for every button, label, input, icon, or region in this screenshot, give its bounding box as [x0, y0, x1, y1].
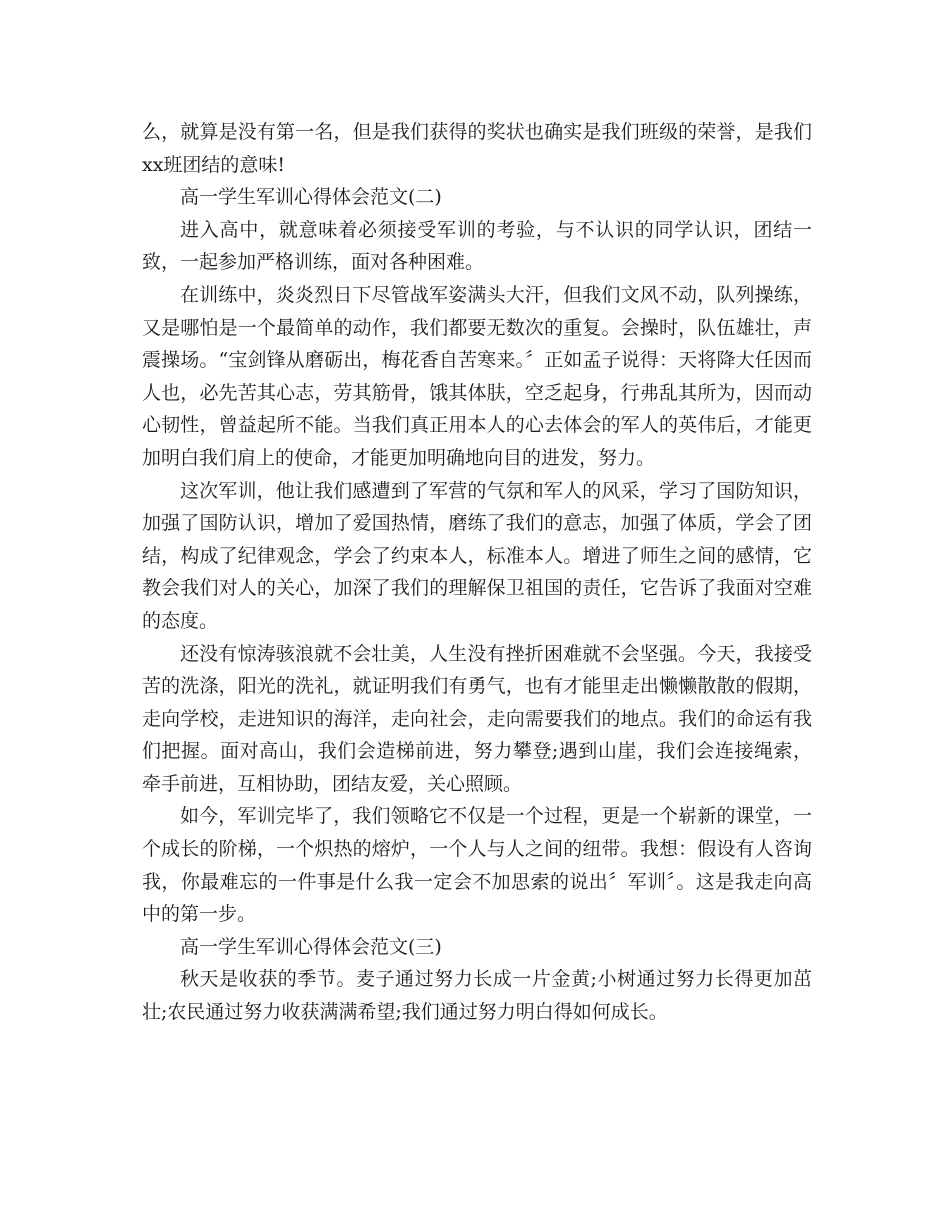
paragraph: 在训练中，炎炎烈日下尽管战军姿满头大汗，但我们文风不动，队列操练，又是哪怕是一个最简单的动作，我们都要无数次的重复。会操时，队伍雄壮，声震操场。“宝剑锋从磨砺出，梅花香自苦寒来。〞正如孟子说得：天将降大任因而人也，必先苦其心志，劳其筋骨，饿其体肤，空乏起身，行弗乱其所为，因而动心韧性，曾益起所不能。当我们真正用本人的心去体会的军人的英伟后，才能更加明白我们肩上的使命，才能更加明确地向目的进发，努力。 — [142, 283, 812, 469]
paragraph: 如今，军训完毕了，我们领略它不仅是一个过程，更是一个崭新的课堂，一个成长的阶梯，一个炽热的熔炉，一个人与人之间的纽带。我想：假设有人咨询我，你最难忘的一件事是什么我一定会不加思索的说出〞军训〞。这是我走向高中的第一步。 — [142, 805, 812, 926]
paragraph: 还没有惊涛骇浪就不会壮美，人生没有挫折困难就不会坚强。今天，我接受苦的洗涤，阳光的洗礼，就证明我们有勇气，也有才能里走出懒懒散散的假期，走向学校，走进知识的海洋，走向社会，走向需要我们的地点。我们的命运有我们把握。面对高山，我们会造梯前进，努力攀登;遇到山崖，我们会连接绳索，牵手前进，互相协助，团结友爱，关心照顾。 — [142, 642, 812, 795]
section-heading-3: 高一学生军训心得体会范文(三) — [180, 935, 442, 958]
paragraph-continuation: 么，就算是没有第一名，但是我们获得的奖状也确实是我们班级的荣誉，是我们xx班团结的意味! — [142, 121, 812, 176]
document-body — [142, 116, 812, 1029]
paragraph: 进入高中，就意味着必须接受军训的考验，与不认识的同学认识，团结一致，一起参加严格训练，面对各种困难。 — [142, 218, 812, 274]
section-heading-2: 高一学生军训心得体会范文(二) — [180, 186, 442, 209]
paragraph: 这次军训，他让我们感遭到了军营的气氛和军人的风采，学习了国防知识，加强了国防认识，增加了爱国热情，磨练了我们的意志，加强了体质，学会了团结，构成了纪律观念，学会了约束本人，标准本人。增进了师生之间的感情，它教会我们对人的关心，加深了我们的理解保卫祖国的责任，它告诉了我面对空难的态度。 — [142, 479, 812, 632]
paragraph: 秋天是收获的季节。麦子通过努力长成一片金黄;小树通过努力长得更加茁壮;农民通过努力收获满满希望;我们通过努力明白得如何成长。 — [142, 968, 812, 1024]
